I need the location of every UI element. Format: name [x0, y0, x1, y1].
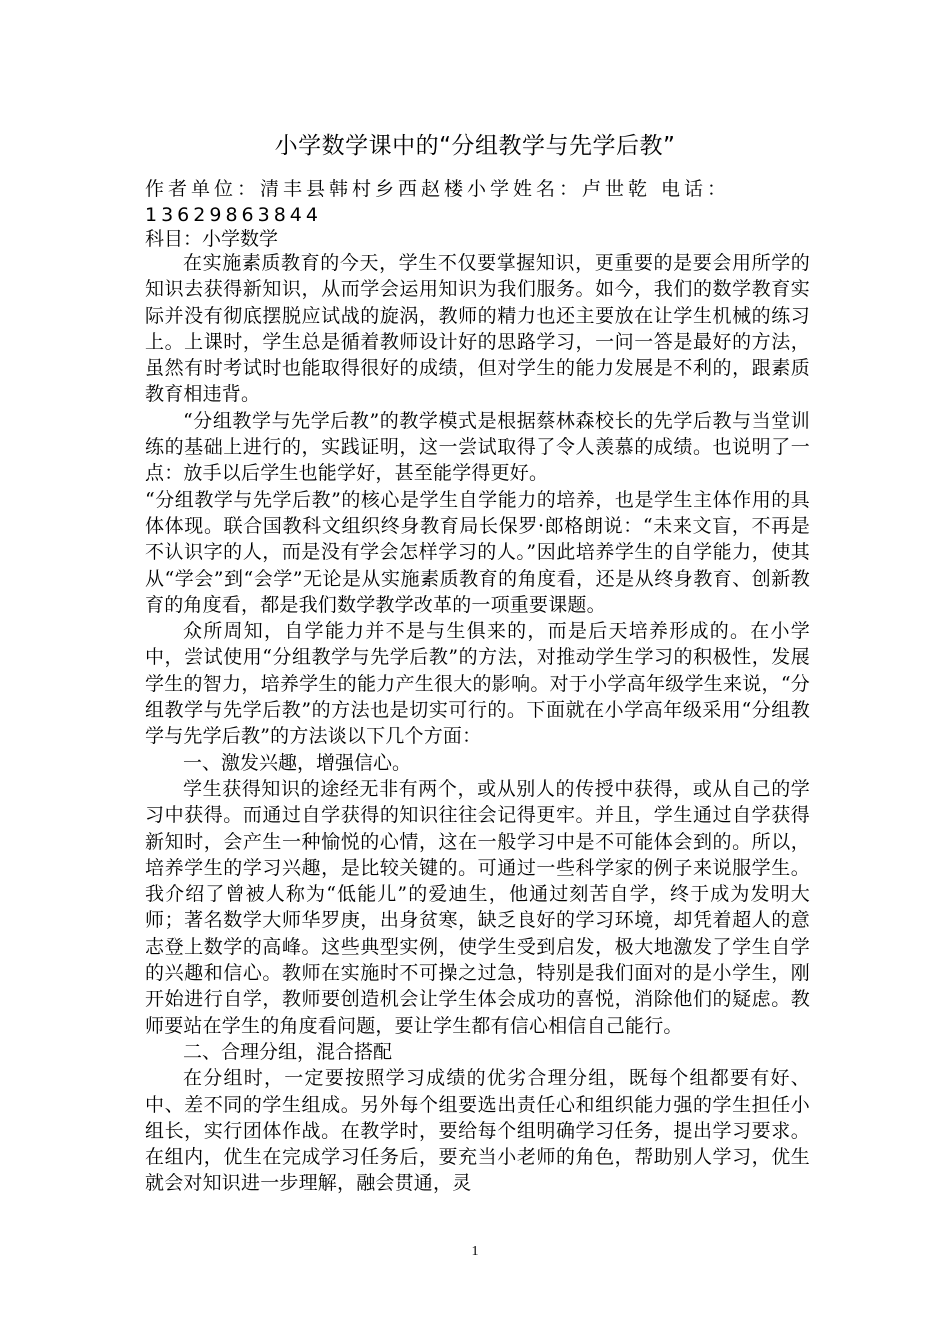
paragraph: 在实施素质教育的今天，学生不仅要掌握知识，更重要的是要会用所学的知识去获得新知识，从而学会运用知识为我们服务。如今，我们的数学教育实际并没有彻底摆脱应试战的旋涡，教师的精力也还主要放在让学生机械的练习上。上课时，学生总是循着教师设计好的思路学习，一问一答是最好的方法，虽然有时考试时也能取得很好的成绩，但对学生的能力发展是不利的，跟素质教育相违背。 — [145, 252, 810, 406]
author-line: 作者单位：清丰县韩村乡西赵楼小学姓名：卢世乾 电话：13629863844 — [145, 178, 731, 226]
page-number: 1 — [471, 1244, 479, 1259]
paragraph: 众所周知，自学能力并不是与生俱来的，而是后天培养形成的。在小学中，尝试使用“分组教学与先学后教”的方法，对推动学生学习的积极性，发展学生的智力，培养学生的能力产生很大的影响。对于小学高年级学生来说，“分组教学与先学后教”的方法也是切实可行的。下面就在小学高年级采用“分组教学与先学后教”的方法谈以下几个方面： — [145, 620, 810, 748]
document-title: 小学数学课中的“分组教学与先学后教” — [274, 133, 676, 159]
section-heading: 一、激发兴趣，增强信心。 — [183, 751, 412, 774]
subject-line: 科目：小学数学 — [145, 228, 279, 250]
paragraph: “分组教学与先学后教”的核心是学生自学能力的培养，也是学生主体作用的具体体现。联合国教科文组织终身教育局长保罗·郎格朗说：“未来文盲，不再是不认识字的人，而是没有学会怎样学习的人。”因此培养学生的自学能力，使其从“学会”到“会学”无论是从实施素质教育的角度看，还是从终身教育、创新教育的角度看，都是我们数学教学改革的一项重要课题。 — [145, 488, 810, 616]
section-heading: 二、合理分组，混合搭配 — [183, 1040, 393, 1063]
document-body — [145, 250, 810, 1197]
paragraph: 在分组时，一定要按照学习成绩的优劣合理分组，既每个组都要有好、中、差不同的学生组成。另外每个组要选出责任心和组织能力强的学生担任小组长，实行团体作战。在教学时，要给每个组明确学习任务，提出学习要求。在组内，优生在完成学习任务后，要充当小老师的角色，帮助别人学习，优生就会对知识进一步理解，融会贯通，灵 — [145, 1067, 810, 1195]
paragraph: “分组教学与先学后教”的教学模式是根据蔡林森校长的先学后教与当堂训练的基础上进行的，实践证明，这一尝试取得了令人羡慕的成绩。也说明了一点：放手以后学生也能学好，甚至能学得更好。 — [145, 409, 810, 485]
paragraph: 学生获得知识的途经无非有两个，或从别人的传授中获得，或从自己的学习中获得。而通过自学获得的知识往往会记得更牢。并且，学生通过自学获得新知时，会产生一种愉悦的心情，这在一般学习中是不可能体会到的。所以，培养学生的学习兴趣，是比较关键的。可通过一些科学家的例子来说服学生。我介绍了曾被人称为“低能儿”的爱迪生，他通过刻苦自学，终于成为发明大师；著名数学大师华罗庚，出身贫寒，缺乏良好的学习环境，却凭着超人的意志登上数学的高峰。这些典型实例，使学生受到启发，极大地激发了学生自学的兴趣和信心。教师在实施时不可操之过急，特别是我们面对的是小学生，刚开始进行自学，教师要创造机会让学生体会成功的喜悦，消除他们的疑虑。教师要站在学生的角度看问题，要让学生都有信心相信自己能行。 — [145, 777, 810, 1037]
